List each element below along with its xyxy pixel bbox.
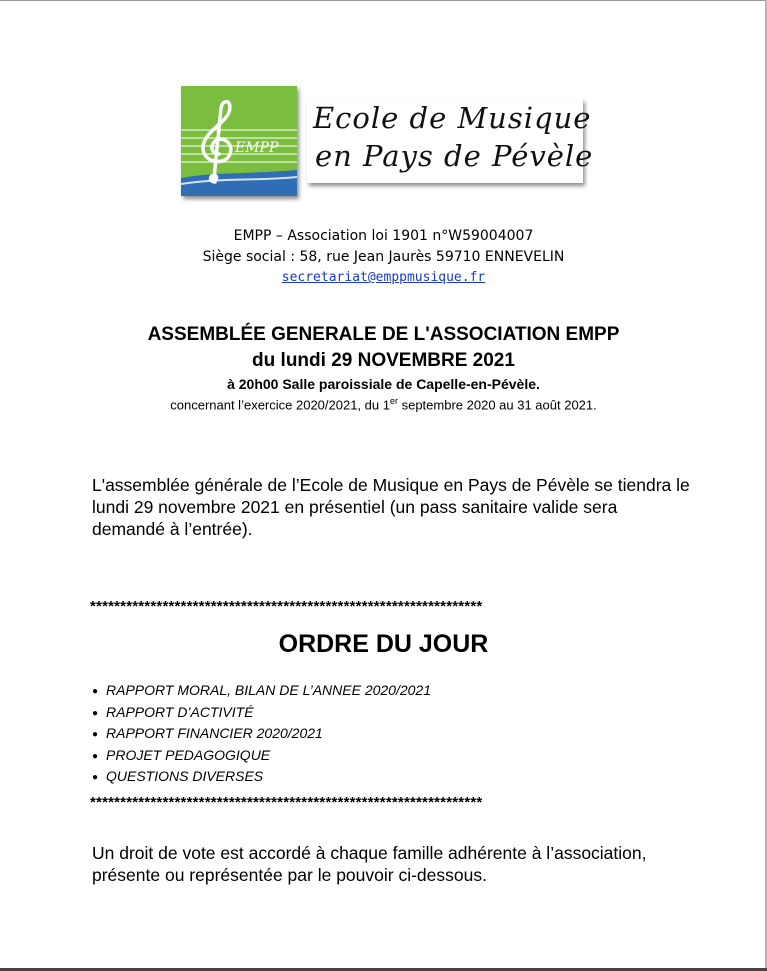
bullet-icon: ● — [92, 729, 99, 740]
fiscal-period-start: concernant l’exercice 2020/2021, du 1 — [170, 397, 390, 413]
list-item — [92, 724, 431, 746]
fiscal-period-sup: er — [389, 396, 398, 406]
agenda-heading: ORDRE DU JOUR — [278, 630, 489, 658]
separator-top: ***************************************************************** — [90, 598, 483, 615]
agenda-item-text: RAPPORT FINANCIER 2020/2021 — [106, 725, 323, 741]
bullet-icon: ● — [92, 750, 99, 762]
treble-clef-icon — [181, 86, 297, 196]
list-item — [92, 703, 431, 725]
agenda-item-text: RAPPORT D’ACTIVITÉ — [106, 703, 254, 720]
bullet-icon: ● — [92, 686, 99, 697]
assembly-title: ASSEMBLÉE GENERALE DE L'ASSOCIATION EMPP — [147, 324, 620, 345]
list-item — [92, 681, 431, 703]
empp-logo — [181, 86, 297, 196]
page-border-top — [0, 0, 767, 1]
logo-wordmark-line1: Ecole de Musique — [313, 101, 592, 135]
assembly-venue: à 20h00 Salle paroissiale de Capelle-en-Pévèle. — [227, 376, 540, 392]
bullet-icon: ● — [92, 707, 99, 719]
agenda-item-text: PROJET PEDAGOGIQUE — [106, 746, 271, 763]
agenda-item-text: QUESTIONS DIVERSES — [106, 768, 264, 784]
separator-bottom: ***************************************************************** — [90, 794, 483, 811]
agenda-list — [92, 681, 431, 789]
email-link[interactable]: secretariat@emppmusique.fr — [281, 270, 486, 285]
logo-wordmark — [307, 99, 594, 183]
registered-office-line: Siège social : 58, rue Jean Jaurès 59710 ENNEVELIN — [202, 249, 565, 265]
logo-label: EMPP — [235, 140, 279, 156]
intro-paragraph: L'assemblée générale de l’Ecole de Musique en Pays de Pévèle se tiendra le lundi 29 novembre 2021 en présentiel (un pass sanitaire valide sera demandé à l’entrée). — [92, 475, 690, 539]
list-item — [92, 767, 431, 789]
assembly-date: du lundi 29 NOVEMBRE 2021 — [252, 350, 515, 371]
fiscal-period-end: septembre 2020 au 31 août 2021. — [397, 397, 597, 413]
bullet-icon: ● — [92, 772, 99, 783]
fiscal-period — [0, 396, 767, 412]
vote-paragraph: Un droit de vote est accordé à chaque famille adhérente à l’association, présente ou représentée par le pouvoir ci-dessous. — [92, 843, 647, 885]
list-item — [92, 746, 431, 768]
association-line: EMPP – Association loi 1901 n°W59004007 — [233, 228, 534, 244]
logo-wordmark-line2: en Pays de Pévèle — [315, 139, 594, 173]
agenda-item-text: RAPPORT MORAL, BILAN DE L’ANNEE 2020/2021 — [106, 682, 431, 698]
